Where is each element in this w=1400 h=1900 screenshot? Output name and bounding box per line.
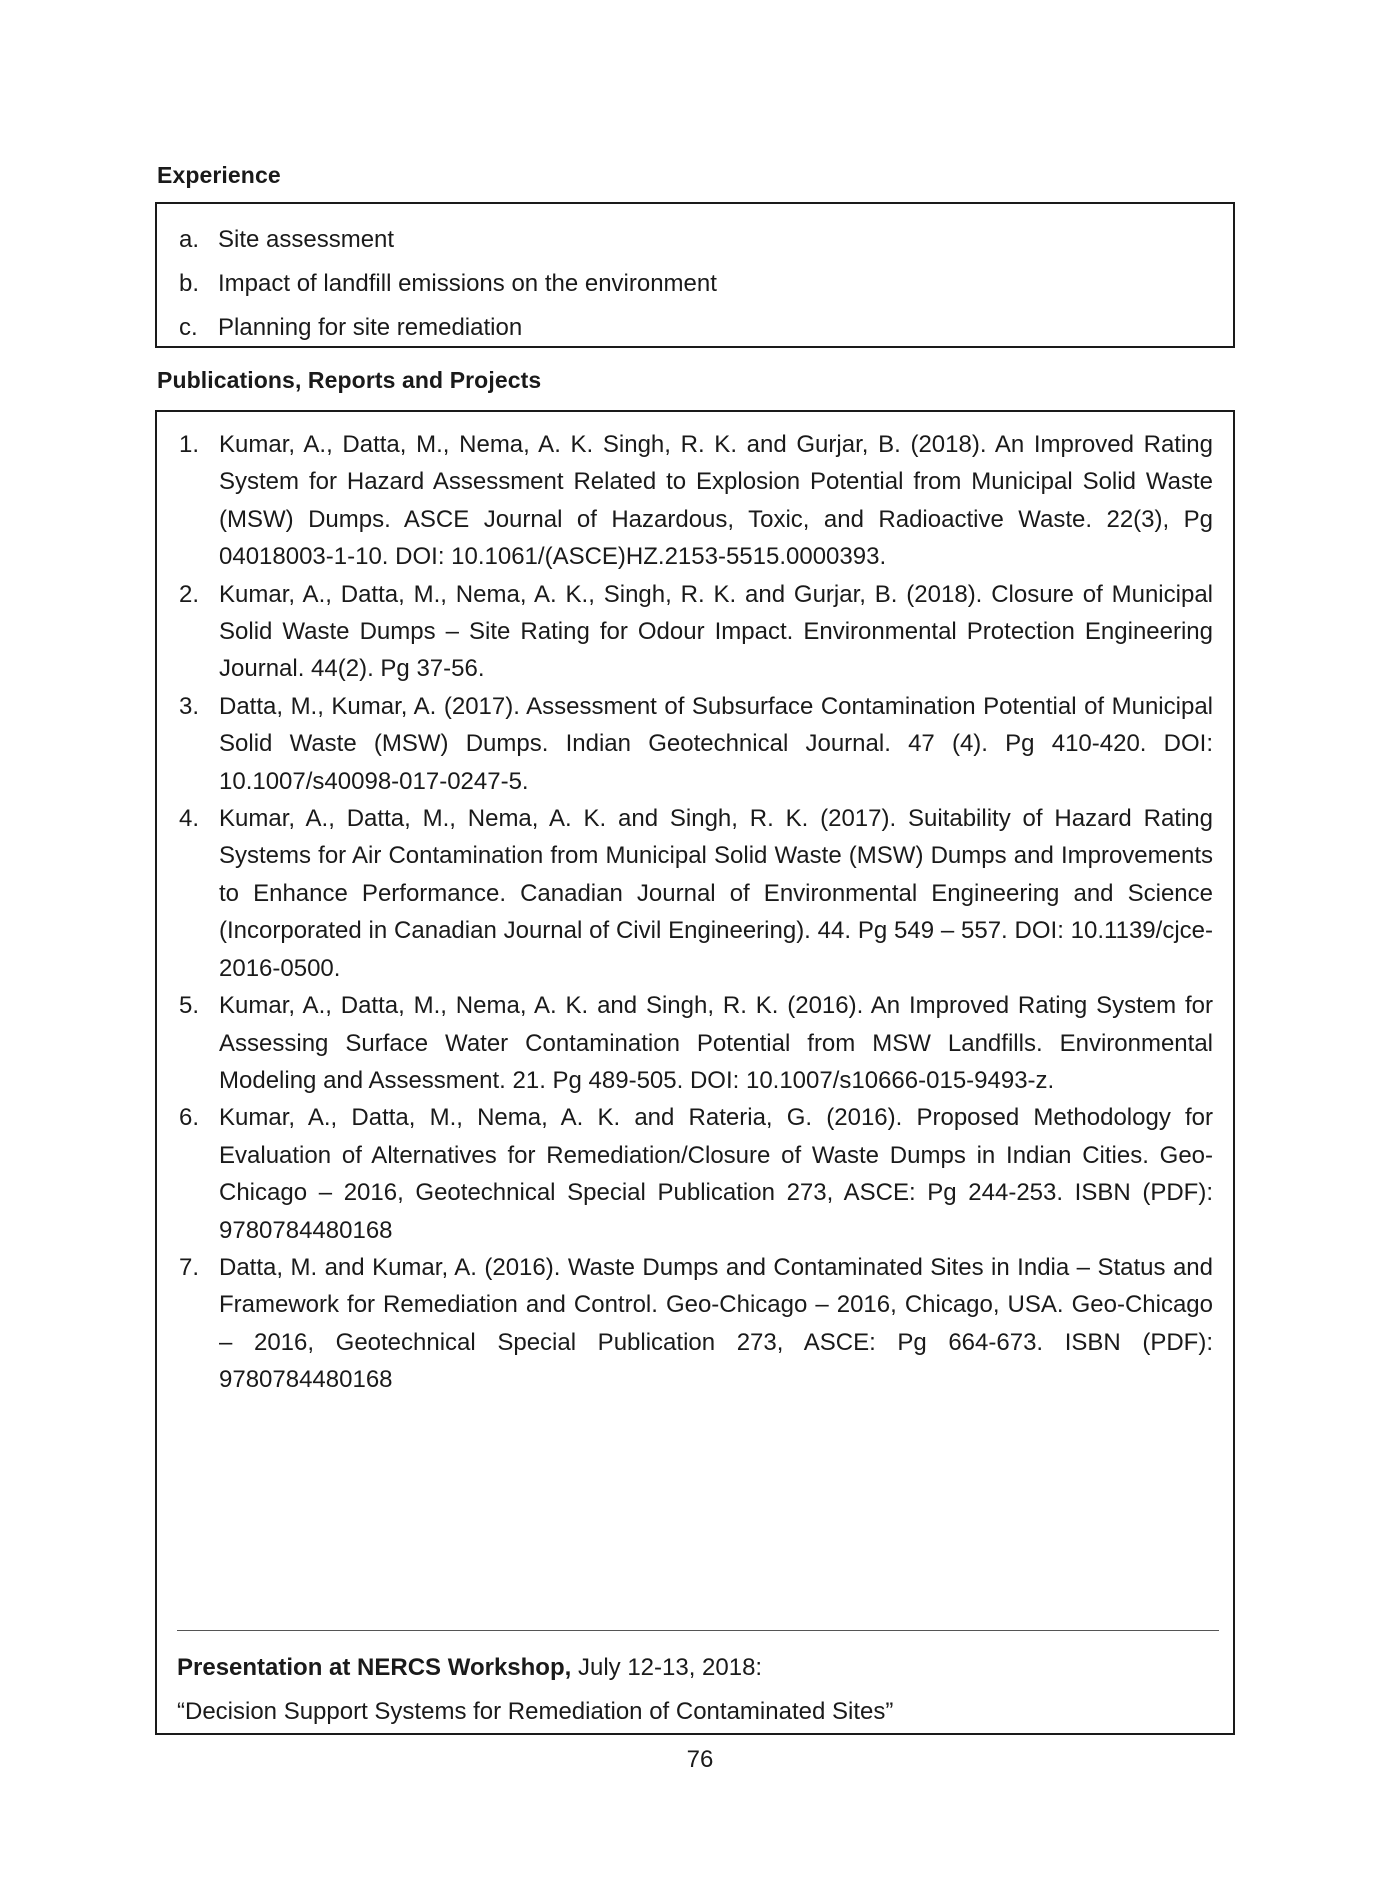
list-marker: 3.: [179, 692, 200, 720]
reference-text: Kumar, A., Datta, M., Nema, A. K. and Singh, R. K. (2017). Suitability of Hazard Rating Systems for Air Contamination from Municipal Solid Waste (MSW) Dumps and Improvements to Enhance Performance. Canadian Journal of Environmental Engineering and Science (Incorporated in Canadian Journal of Civil Engineering). 44. Pg 549 – 557. DOI: 10.1139/cjce-2016-0500.: [219, 805, 1213, 982]
list-item: [179, 576, 1213, 688]
publications-heading: Publications, Reports and Projects: [157, 367, 542, 393]
experience-heading: Experience: [157, 162, 281, 188]
list-marker: 1.: [179, 431, 200, 458]
list-marker: b.: [179, 270, 200, 297]
list-item: [179, 218, 1213, 262]
reference-text: Kumar, A., Datta, M., Nema, A. K. Singh, R. K. and Gurjar, B. (2018). An Improved Rating System for Hazard Assessment Related to Explosion Potential from Municipal Solid Waste (MSW) Dumps. ASCE Journal of Hazardous, Toxic, and Radioactive Waste. 22(3), Pg 04018003-1-10. DOI: 10.1061/(ASCE)HZ.2153-5515.0000393.: [219, 431, 1213, 571]
list-item: [179, 688, 1213, 800]
list-marker: 6.: [179, 1104, 200, 1132]
presentation-talk-title: “Decision Support Systems for Remediation of Contaminated Sites”: [177, 1698, 894, 1725]
experience-list: [179, 218, 1213, 350]
list-item: [179, 426, 1213, 576]
publications-box: [155, 410, 1235, 1735]
list-item: [179, 987, 1213, 1099]
page-number: 76: [686, 1746, 714, 1773]
list-marker: a.: [179, 226, 200, 253]
presentation-date: July 12-13, 2018:: [571, 1654, 763, 1681]
list-marker: c.: [179, 314, 198, 341]
publications-list: [179, 426, 1213, 1399]
list-item-text: Site assessment: [218, 226, 395, 253]
list-item: [179, 800, 1213, 987]
reference-text: Kumar, A., Datta, M., Nema, A. K. and Rateria, G. (2016). Proposed Methodology for Evaluation of Alternatives for Remediation/Closure of Waste Dumps in Indian Cities. Geo-Chicago – 2016, Geotechnical Special Publication 273, ASCE: Pg 244-253. ISBN (PDF): 9780784480168: [219, 1104, 1213, 1244]
list-item: [179, 306, 1213, 350]
list-item: [179, 262, 1213, 306]
presentation-block: [177, 1646, 1219, 1734]
list-item-text: Planning for site remediation: [218, 314, 523, 341]
section-divider: [177, 1630, 1219, 1631]
reference-text: Kumar, A., Datta, M., Nema, A. K., Singh, R. K. and Gurjar, B. (2018). Closure of Municipal Solid Waste Dumps – Site Rating for Odour Impact. Environmental Protection Engineering Journal. 44(2). Pg 37-56.: [219, 580, 1213, 683]
experience-box: [155, 202, 1235, 348]
list-marker: 4.: [179, 805, 200, 833]
presentation-title: Presentation at NERCS Workshop,: [177, 1654, 572, 1681]
reference-text: Datta, M. and Kumar, A. (2016). Waste Dumps and Contaminated Sites in India – Status and Framework for Remediation and Control. Geo-Chicago – 2016, Chicago, USA. Geo-Chicago – 2016, Geotechnical Special Publication 273, ASCE: Pg 664-673. ISBN (PDF): 9780784480168: [219, 1253, 1213, 1394]
list-marker: 5.: [179, 992, 200, 1020]
list-item: [179, 1099, 1213, 1249]
list-item-text: Impact of landfill emissions on the environment: [218, 270, 717, 297]
presentation-line: [177, 1646, 1219, 1690]
reference-text: Datta, M., Kumar, A. (2017). Assessment of Subsurface Contamination Potential of Municipal Solid Waste (MSW) Dumps. Indian Geotechnical Journal. 47 (4). Pg 410-420. DOI: 10.1007/s40098-017-0247-5.: [219, 692, 1213, 795]
reference-text: Kumar, A., Datta, M., Nema, A. K. and Singh, R. K. (2016). An Improved Rating System for Assessing Surface Water Contamination Potential from MSW Landfills. Environmental Modeling and Assessment. 21. Pg 489-505. DOI: 10.1007/s10666-015-9493-z.: [219, 992, 1213, 1094]
list-item: [179, 1249, 1213, 1399]
list-marker: 2.: [179, 580, 200, 608]
list-marker: 7.: [179, 1253, 200, 1281]
